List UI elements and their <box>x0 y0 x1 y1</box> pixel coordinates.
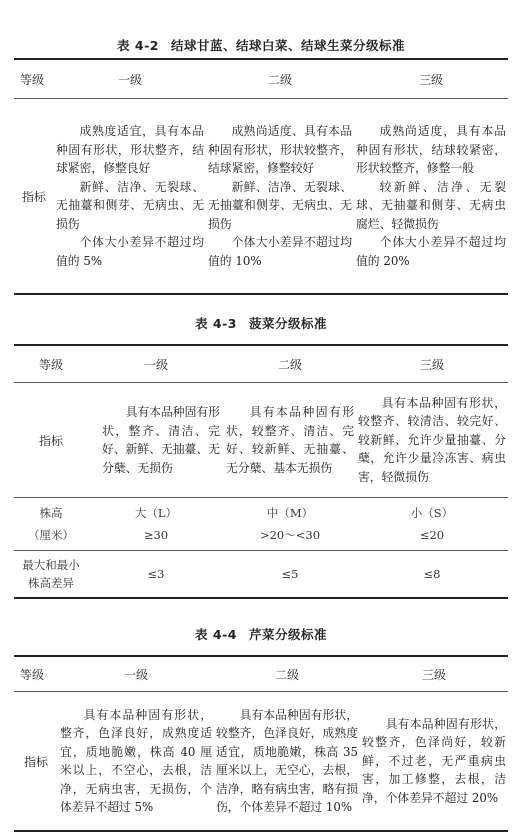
criteria-text: 具有本品种固有形状，整齐，色泽良好，成熟度适宜，质地脆嫩，株高 40 厘米以上，不空心，去根，洁净，无病虫害，无损伤，个体差异不超过 5% <box>60 707 212 814</box>
criteria-text: 具有本品种固有形状，较整齐、较清洁、较完好、较新鲜、允许少量抽薹、分蘖，允许少量冷冻害、病虫害，轻微损伤 <box>358 395 506 484</box>
table-4-4 <box>14 625 508 832</box>
header-grade-1: 一级 <box>143 357 168 372</box>
height-row <box>14 498 508 551</box>
grade-2-criteria <box>224 383 356 498</box>
criteria-text: 具有本品种固有形状，较整齐，色泽尚好，较新鲜，不过老，无严重病虫害，加工修整，去根，洁净，个体差异不超过 20% <box>362 716 506 805</box>
height-value: ≤20 <box>419 528 445 542</box>
criteria-text: 个体大小差异不超过均值的 5% <box>56 235 204 268</box>
criteria-text: 具有本品种固有形状，整齐、清洁、完好、新鲜、无抽薹、无分蘖、无损伤 <box>102 405 220 475</box>
table-caption <box>14 314 508 344</box>
header-row <box>14 345 508 383</box>
header-row <box>14 656 508 692</box>
grade-1-criteria <box>58 692 214 832</box>
header-grade-1: 一级 <box>117 72 142 87</box>
table-title: 结球甘蓝、结球白菜、结球生菜分级标准 <box>170 38 405 53</box>
criteria-row <box>14 99 508 295</box>
grade-1-criteria <box>88 383 224 498</box>
height-value: ≥30 <box>143 528 169 542</box>
table-caption <box>14 36 508 58</box>
grade-3-criteria <box>360 692 508 832</box>
criteria-row <box>14 383 508 498</box>
table-caption <box>14 625 508 655</box>
height-unit: （厘米） <box>28 528 74 542</box>
header-row <box>14 59 508 99</box>
height-diff-value: ≤8 <box>423 567 441 581</box>
criteria-text: 个体大小差异不超过均值的 20% <box>356 235 506 268</box>
grade-2-criteria <box>214 692 360 832</box>
criteria-text: 新鲜、洁净、无裂球、无抽薹和侧芽、无病虫、无损伤 <box>208 179 352 231</box>
height-diff-label-line: 最大和最小 <box>22 558 80 572</box>
grading-table <box>14 58 508 295</box>
table-number: 表 4-4 <box>195 627 237 642</box>
height-diff-value: ≤5 <box>281 567 299 581</box>
criteria-row <box>14 692 508 832</box>
height-diff-label-line: 株高差异 <box>28 576 74 590</box>
size-label: 小（S） <box>410 506 454 520</box>
size-small <box>356 498 508 551</box>
grade-2-criteria <box>206 99 354 295</box>
criteria-text: 较新鲜、洁净、无裂球、无抽薹和侧芽、无病虫腐烂、轻微损伤 <box>356 179 506 231</box>
table-number: 表 4-3 <box>195 316 237 331</box>
header-grade-3: 三级 <box>421 667 446 682</box>
header-grade: 等级 <box>20 72 45 87</box>
header-grade-3: 三级 <box>419 357 444 372</box>
header-grade-2: 二级 <box>274 667 299 682</box>
grade-3-criteria <box>354 99 508 295</box>
criteria-text: 成熟尚适度，具有本品种固有形状，结球较紧密，形状较整齐，修整一般 <box>356 124 506 175</box>
size-large <box>88 498 224 551</box>
criteria-text: 成熟度适宜，具有本品种固有形状，形状整齐，结球紧密，修整良好 <box>56 124 204 175</box>
size-medium <box>224 498 356 551</box>
size-label: 大（L） <box>134 506 178 520</box>
criteria-text: 新鲜、洁净、无裂球、无抽薹和侧芽、无病虫、无损伤 <box>56 179 204 231</box>
table-4-2 <box>14 36 508 295</box>
size-label: 中（M） <box>266 506 314 520</box>
height-diff-label <box>14 551 88 599</box>
header-grade-2: 二级 <box>267 72 292 87</box>
criteria-text: 具有本品种固有形状，较整齐、清洁、完好、较新鲜、无抽薹、无分蘖、基本无损伤 <box>226 405 354 475</box>
row-label: 指标 <box>38 433 63 448</box>
height-label-line: 株高 <box>39 506 63 520</box>
row-label: 指标 <box>21 189 46 204</box>
height-diff-row <box>14 551 508 599</box>
grade-3-criteria <box>356 383 508 498</box>
height-label <box>14 498 88 551</box>
table-title: 菠菜分级标准 <box>248 316 327 331</box>
height-value: >20～<30 <box>259 528 321 542</box>
table-title: 芹菜分级标准 <box>248 627 327 642</box>
height-diff-value: ≤3 <box>147 567 165 581</box>
header-grade: 等级 <box>38 357 63 372</box>
grading-table <box>14 655 508 832</box>
table-4-3 <box>14 314 508 599</box>
header-grade-1: 一级 <box>123 667 148 682</box>
criteria-text: 成熟尚适度、具有本品种固有形状，形状较整齐，结球紧密，修整较好 <box>208 124 352 175</box>
header-grade-3: 三级 <box>418 72 443 87</box>
header-grade-2: 二级 <box>277 357 302 372</box>
grading-table <box>14 344 508 599</box>
criteria-text: 个体大小差异不超过均值的 10% <box>208 235 352 268</box>
header-grade: 等级 <box>20 667 45 682</box>
row-label: 指标 <box>23 754 48 769</box>
grade-1-criteria <box>54 99 206 295</box>
criteria-text: 具有本品种固有形状，较整齐，色泽良好，成熟度适宜，质地脆嫩，株高 35 厘米以上，无空心，去根，洁净，略有病虫害，略有损伤，个体差异不超过 10% <box>216 707 358 814</box>
table-number: 表 4-2 <box>117 38 159 53</box>
